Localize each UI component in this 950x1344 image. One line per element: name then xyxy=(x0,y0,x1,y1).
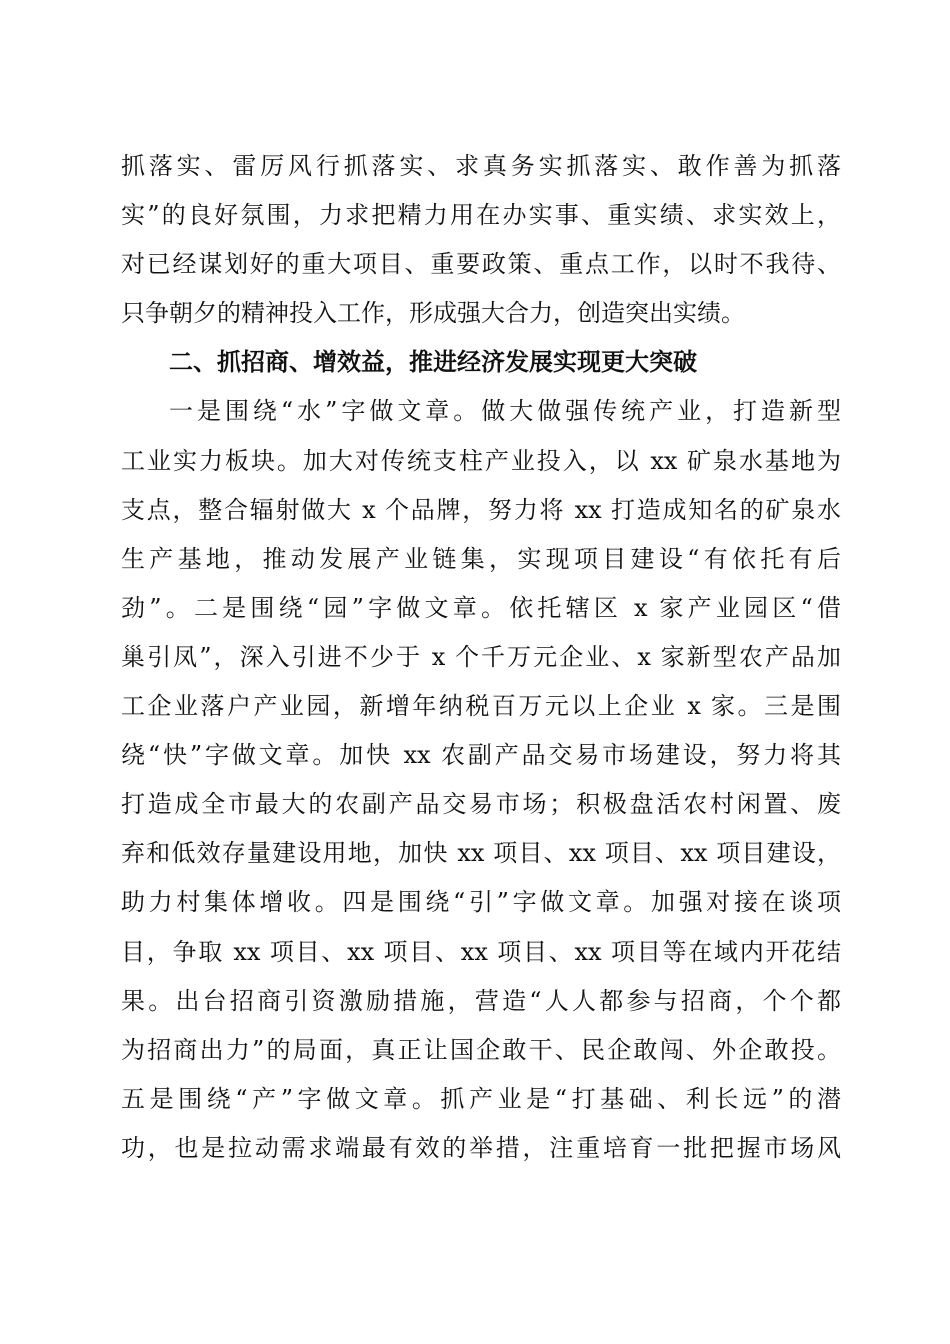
paragraph2-line-4: 生产基地，推动发展产业链集，实现项目建设“有依托有后 xyxy=(121,544,841,573)
section-heading: 二、抓招商、增效益，推进经济发展实现更大突破 xyxy=(169,348,697,377)
paragraph2-line-5: 劲”。二是围绕“园”字做文章。依托辖区 x 家产业园区“借 xyxy=(121,593,841,622)
paragraph1-line-2: 实”的良好氛围，力求把精力用在办实事、重实绩、求实效上， xyxy=(121,201,841,230)
paragraph1-line-4: 只争朝夕的精神投入工作，形成强大合力，创造突出实绩。 xyxy=(121,299,745,328)
paragraph2-line-16: 功，也是拉动需求端最有效的举措，注重培育一批把握市场风 xyxy=(121,1133,841,1162)
paragraph2-line-8: 绕“快”字做文章。加快 xx 农副产品交易市场建设，努力将其 xyxy=(121,741,841,770)
paragraph2-line-11: 助力村集体增收。四是围绕“引”字做文章。加强对接在谈项 xyxy=(121,888,841,917)
paragraph2-line-2: 工业实力板块。加大对传统支柱产业投入，以 xx 矿泉水基地为 xyxy=(121,446,841,475)
paragraph2-line-3: 支点，整合辐射做大 x 个品牌，努力将 xx 打造成知名的矿泉水 xyxy=(121,495,841,524)
paragraph2-line-15: 五是围绕“产”字做文章。抓产业是“打基础、利长远”的潜 xyxy=(121,1084,841,1113)
paragraph1-line-3: 对已经谋划好的重大项目、重要政策、重点工作，以时不我待、 xyxy=(121,250,841,279)
paragraph2-line-7: 工企业落户产业园，新增年纳税百万元以上企业 x 家。三是围 xyxy=(121,692,841,721)
paragraph2-line-12: 目，争取 xx 项目、xx 项目、xx 项目、xx 项目等在域内开花结 xyxy=(121,937,841,966)
paragraph1-line-1: 抓落实、雷厉风行抓落实、求真务实抓落实、敢作善为抓落 xyxy=(121,152,841,180)
document-body xyxy=(121,142,841,1173)
paragraph2-line-6: 巢引凤”，深入引进不少于 x 个千万元企业、x 家新型农产品加 xyxy=(121,642,841,671)
paragraph2-line-9: 打造成全市最大的农副产品交易市场；积极盘活农村闲置、废 xyxy=(121,790,841,819)
paragraph2-line-14: 为招商出力”的局面，真正让国企敢干、民企敢闯、外企敢投。 xyxy=(121,1035,841,1064)
paragraph2-line-10: 弃和低效存量建设用地，加快 xx 项目、xx 项目、xx 项目建设， xyxy=(121,839,841,868)
paragraph2-line-13: 果。出台招商引资激励措施，营造“人人都参与招商，个个都 xyxy=(121,986,841,1015)
paragraph2-line-1: 一是围绕“水”字做文章。做大做强传统产业，打造新型 xyxy=(169,397,841,426)
